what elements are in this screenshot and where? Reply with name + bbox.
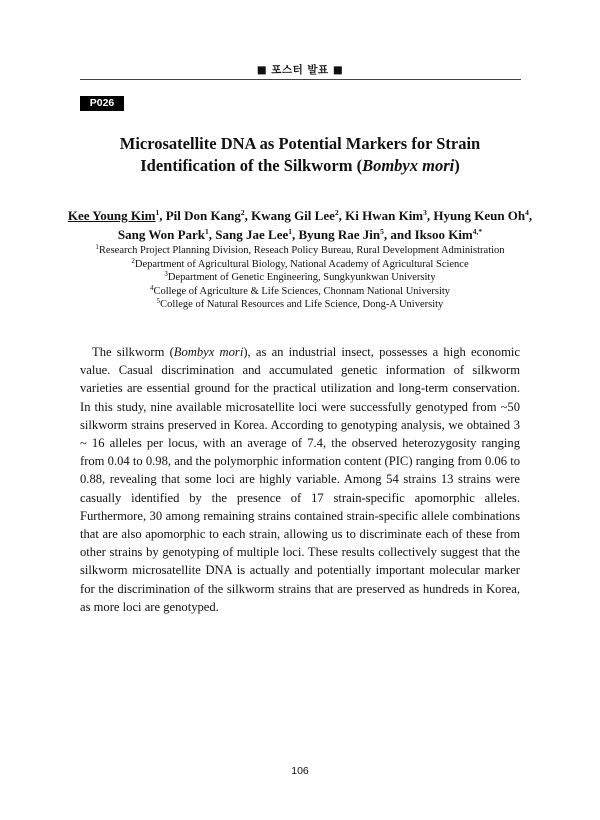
author-affiliation-mark: 1 (155, 208, 160, 217)
author-affiliation-mark: 4 (525, 208, 529, 217)
author-name: Ki Hwan Kim (345, 208, 424, 223)
affiliation-text: College of Natural Resources and Life Science, Dong-A University (160, 299, 444, 310)
affiliation-item (40, 258, 560, 272)
affiliation-text: Department of Genetic Engineering, Sungkyunkwan University (167, 272, 436, 283)
title-line-1: Microsatellite DNA as Potential Markers for Strain (119, 134, 481, 153)
author-separator: , (244, 208, 252, 223)
author-list (40, 206, 560, 244)
affiliation-mark: 1 (95, 243, 99, 251)
header-rule (80, 79, 521, 80)
author-affiliation-mark: 1 (288, 227, 292, 236)
page-number: 106 (291, 765, 309, 777)
author-name: Hyung Keun Oh (433, 208, 526, 223)
affiliation-mark: 3 (164, 270, 168, 278)
author-name: Kwang Gil Lee (251, 208, 335, 223)
affiliation-text: Research Project Planning Division, Reseach Policy Bureau, Rural Development Administration (98, 245, 505, 256)
abstract-paragraph (80, 343, 520, 616)
title-line-2-suffix: ) (454, 156, 460, 175)
author-affiliation-mark: 3 (423, 208, 427, 217)
title-species: Bombyx mori (362, 156, 455, 175)
affiliation-list (40, 244, 560, 312)
affiliation-item (40, 244, 560, 258)
affiliation-mark: 4 (149, 283, 154, 292)
author-name: Kee Young Kim (67, 208, 156, 223)
paper-title (60, 133, 540, 177)
affiliation-mark: 5 (156, 297, 161, 305)
affiliation-item (40, 285, 560, 299)
author-name: Iksoo Kim (414, 227, 473, 242)
author-name: Sang Jae Lee (215, 227, 289, 242)
author-name: Byung Rae Jin (298, 227, 381, 242)
section-header: ■ 포스터 발표 ■ (256, 64, 344, 76)
affiliation-mark: 2 (131, 256, 135, 265)
title-line-2-prefix: Identification of the Silkworm ( (140, 156, 363, 175)
affiliation-text: College of Agriculture & Life Sciences, Chonnam National University (153, 285, 451, 297)
author-separator: , (528, 208, 533, 223)
author-affiliation-mark: 2 (334, 208, 339, 217)
abstract-body: ), as an industrial insect, possesses a high economic value. Casual discrimination and accumulated genetic information of silkworm varieties are essential ground for the practical utilization and long-term conservation. In this study, nine available microsatellite loci were successfully genotyped from ~50 silkworm strains preserved in Korea. According to genotyping analysis, we obtained 3 ~ 16 alleles per locus, with an average of 7.4, the observed heterozygosity ranging from 0.04 to 0.98, and the polymorphic information content (PIC) ranging from 0.06 to 0.88, revealing that some loci are highly variable. Among 54 strains 13 strains were casually identified by the presence of 17 strain-specific apomorphic alleles. Furthermore, 30 among remaining strains contained strain-specific allele combinations that are also apomorphic to each strain, allowing us to discriminate each of these from other strains by genotyping of multiple loci. These results collectively suggest that the silkworm microsatellite DNA is actually and potentially important molecular marker for the discrimination of the silkworm strains that are preserved as hundreds in Korea, as more loci are genotyped. (80, 345, 520, 614)
abstract-intro: The silkworm ( (92, 345, 174, 359)
author-separator: , (426, 208, 434, 223)
author-affiliation-mark: 4,* (472, 227, 483, 236)
author-affiliation-mark: 5 (380, 227, 384, 236)
author-separator: , (208, 227, 213, 242)
poster-id-badge: P026 (80, 96, 124, 111)
author-name: Sang Won Park (117, 227, 206, 242)
author-separator: , (159, 208, 166, 223)
author-separator: , (292, 227, 299, 242)
author-separator: , (338, 208, 346, 223)
author-name: Pil Don Kang (165, 208, 241, 223)
author-separator: , and (383, 227, 415, 242)
affiliation-item (40, 298, 560, 312)
author-affiliation-mark: 2 (240, 208, 245, 217)
affiliation-text: Department of Agricultural Biology, National Academy of Agricultural Science (134, 258, 469, 270)
abstract-species: Bombyx mori (173, 345, 244, 359)
author-affiliation-mark: 1 (205, 227, 209, 236)
affiliation-item (40, 271, 560, 285)
